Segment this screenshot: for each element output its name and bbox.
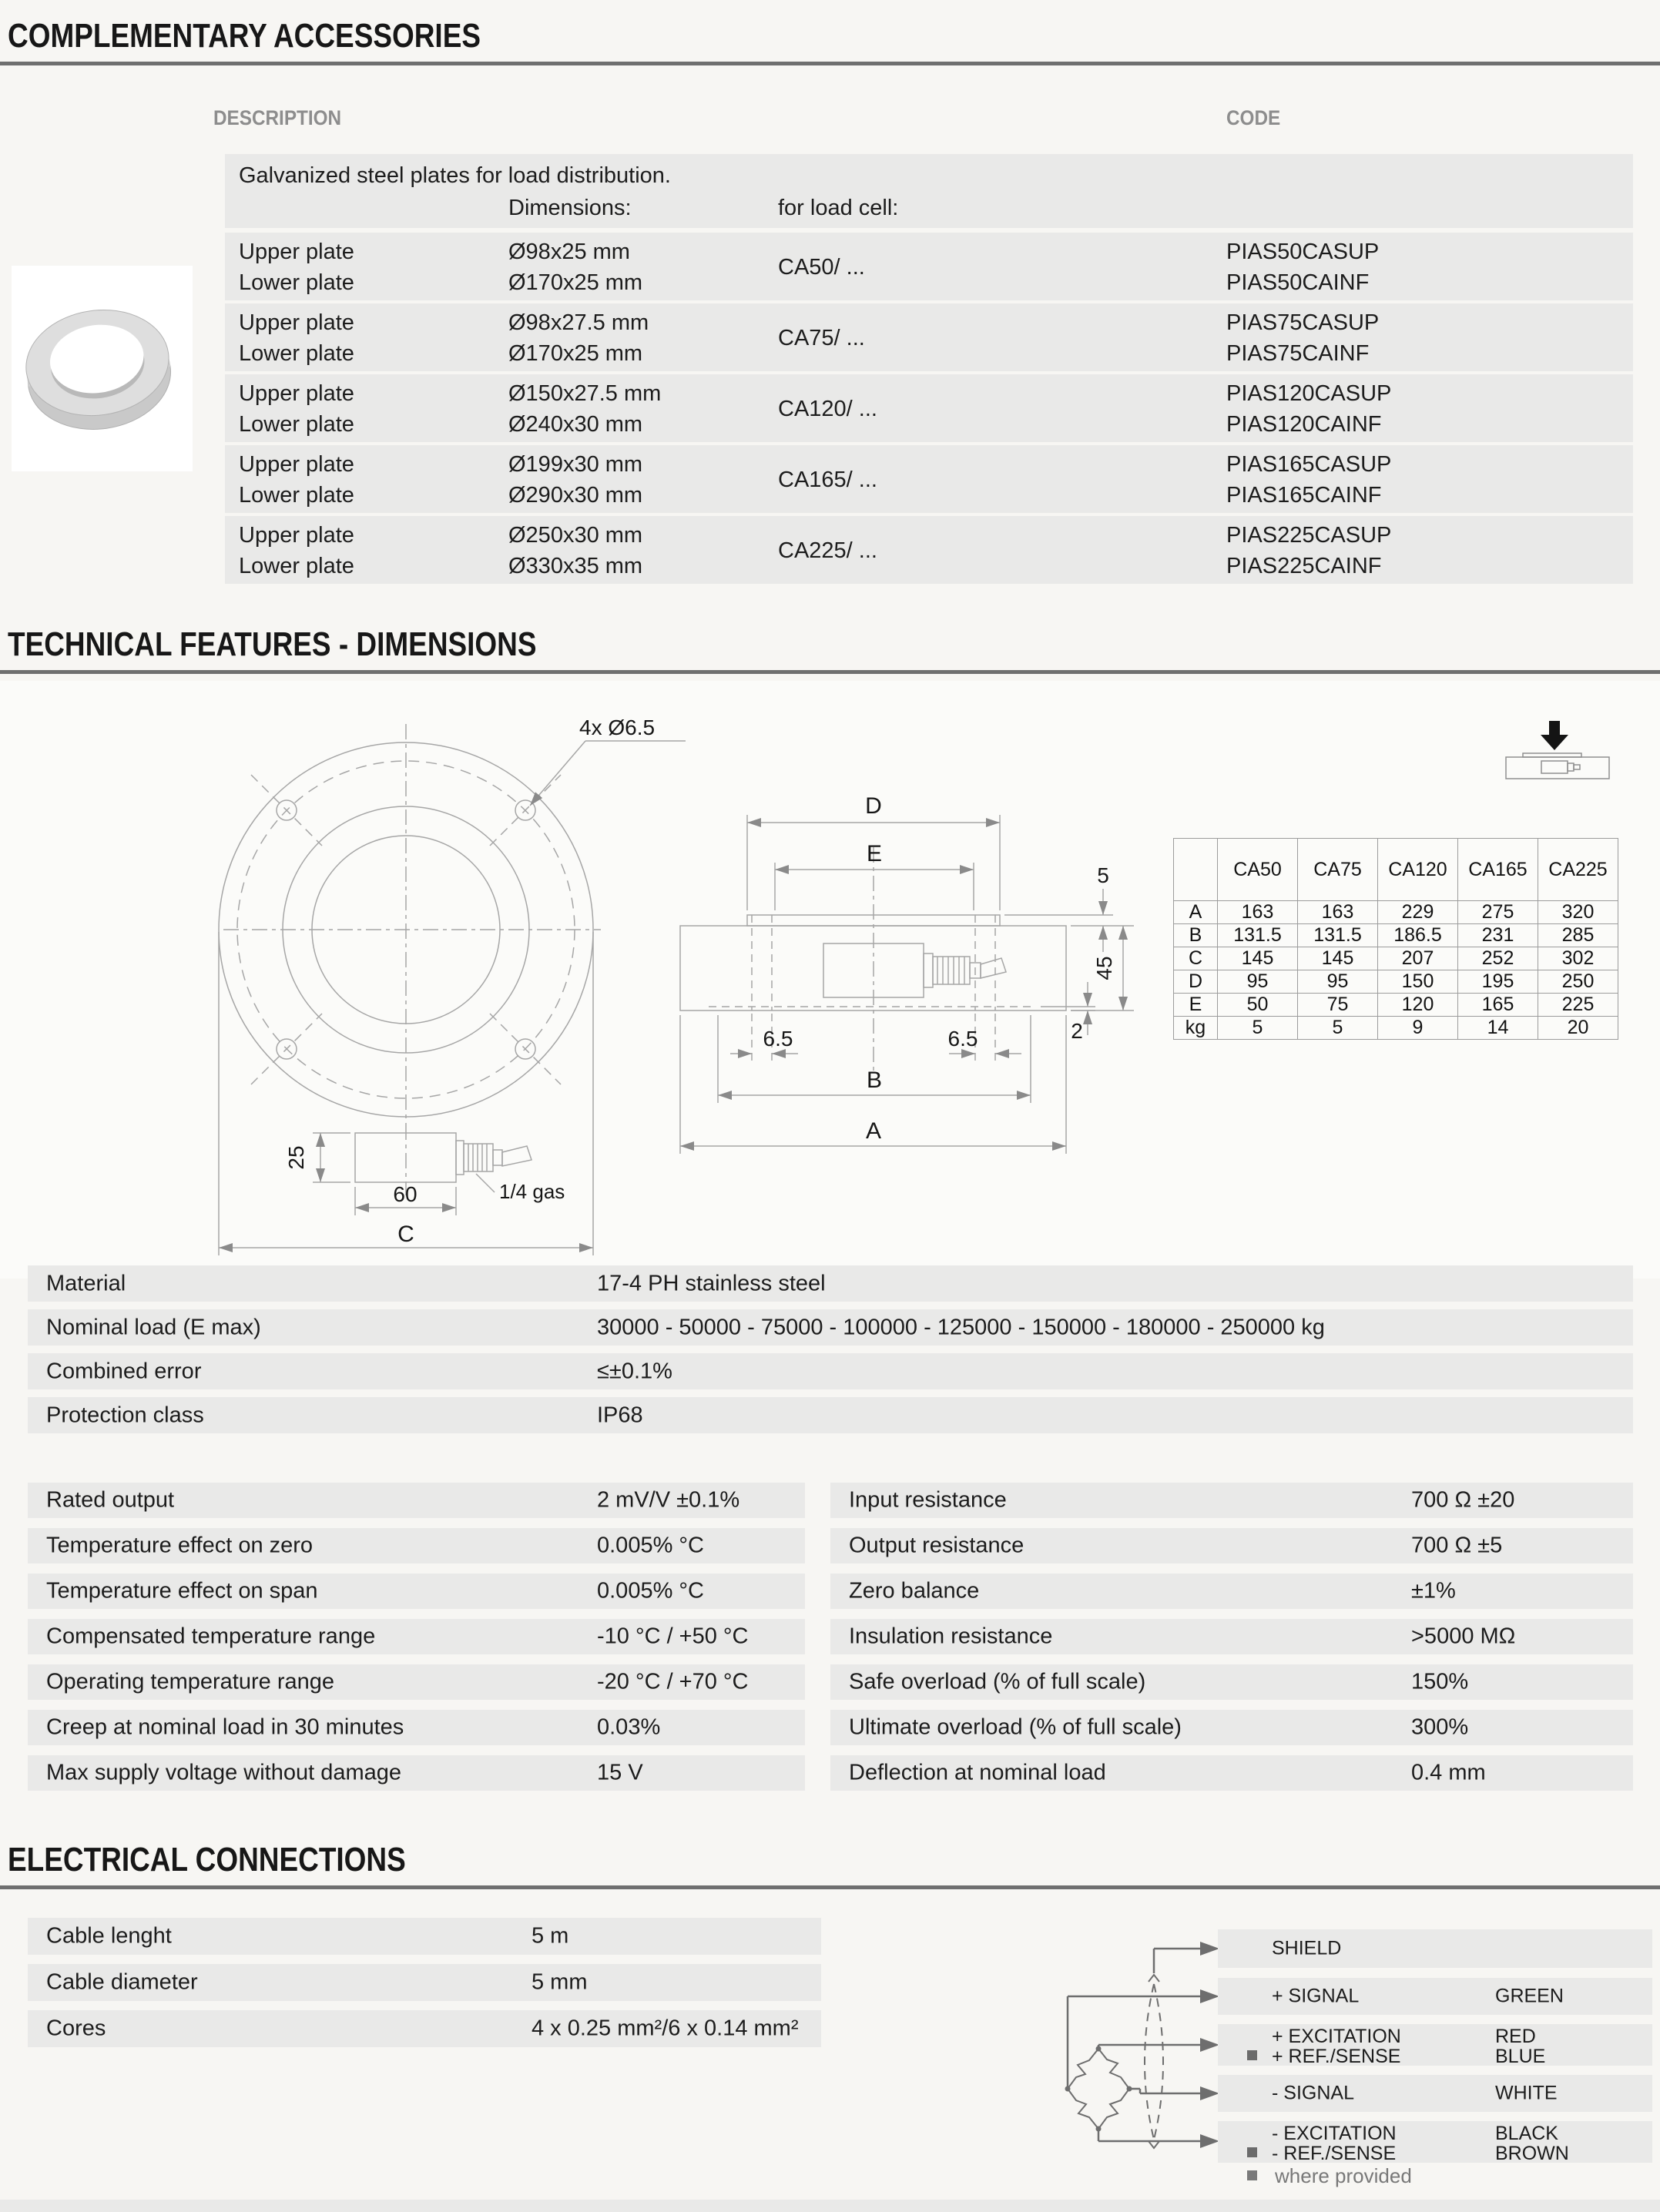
plate-upper-label: Upper plate [239,240,354,264]
spec-label: Insulation resistance [849,1624,1053,1649]
load-direction-icon [1498,716,1645,801]
spec-label: Output resistance [849,1533,1025,1558]
lower-plate-dimension: Ø170x25 mm [508,270,643,295]
spec-label: Cable lenght [46,1923,172,1949]
wire-label: - EXCITATION [1272,2123,1397,2144]
spec-label: Temperature effect on span [46,1578,318,1604]
spec-value: 15 V [597,1760,643,1785]
lower-plate-dimension: Ø170x25 mm [508,341,643,366]
dim-cell: 302 [1538,947,1618,970]
dim-b-label: B [866,1067,883,1093]
dim-cell: 163 [1298,901,1378,924]
dim-cell: 252 [1458,947,1538,970]
dim-table-col-header: CA50 [1218,839,1298,901]
dim-a-label: A [865,1118,882,1144]
upper-plate-dimension: Ø199x30 mm [508,452,643,477]
wire-color: BLACK [1495,2123,1558,2144]
dim-c-label: C [397,1222,414,1247]
spec-value: -20 °C / +70 °C [597,1669,749,1694]
arrow-icon [1200,1989,1219,2003]
spec-row-protection-class [28,1397,1633,1433]
dim-row-label: B [1174,924,1218,947]
dim-cell: 229 [1378,901,1458,924]
spec-value: 0.03% [597,1714,661,1740]
code-upper: PIAS50CASUP [1226,240,1380,264]
accessory-row-ca120 [225,374,1633,442]
bottom-band [0,2200,1660,2212]
dim-row-label: E [1174,994,1218,1017]
arrow-icon [1200,1942,1219,1956]
spec-value: 700 Ω ±5 [1411,1533,1503,1558]
spec-label: Zero balance [849,1578,980,1604]
where-provided-note: where provided [1275,2164,1412,2187]
lower-plate-dimension: Ø290x30 mm [508,483,643,508]
plate-upper-label: Upper plate [239,523,354,548]
accessories-intro: Galvanized steel plates for load distribution. [239,163,671,188]
dim-2-label: 2 [1071,1019,1083,1043]
wire-label: + REF./SENSE [1272,2046,1401,2067]
dim-cell: 5 [1218,1017,1298,1040]
dim-cell: 50 [1218,994,1298,1017]
code-lower: PIAS50CAINF [1226,270,1370,295]
spec-row-safe-overload [830,1664,1633,1700]
arrow-icon [1200,2038,1219,2052]
spec-value: ±1% [1411,1578,1456,1604]
accessory-row-ca165 [225,445,1633,513]
spec-row-rated-output [28,1483,805,1518]
spec-row-material [28,1265,1633,1302]
spec-label: Safe overload (% of full scale) [849,1669,1146,1694]
column-header-description: DESCRIPTION [213,106,342,129]
dim-cell: 95 [1218,970,1298,994]
table-row [1174,1017,1618,1040]
dimensions-label: Dimensions: [508,196,632,220]
dim-25-label: 25 [284,1145,308,1170]
dim-cell: 95 [1298,970,1378,994]
gas-thread-label: 1/4 gas [499,1180,565,1203]
spec-value: 0.4 mm [1411,1760,1486,1785]
dimension-table [1173,838,1618,1040]
wire-color: GREEN [1495,1985,1564,2007]
section-rule [0,62,1660,65]
dim-table-col-header: CA225 [1538,839,1618,901]
spec-value: 0.005% °C [597,1533,704,1558]
section-rule [0,670,1660,674]
dim-cell: 231 [1458,924,1538,947]
spec-label: Ultimate overload (% of full scale) [849,1714,1182,1740]
product-photo-ring [12,266,193,471]
load-cell-model: CA225/ ... [778,538,877,563]
arrow-icon [1200,2134,1219,2148]
wire-label: SHIELD [1272,1937,1342,1959]
dim-row-label: kg [1174,1017,1218,1040]
wire-color: BLUE [1495,2046,1546,2067]
spec-value: -10 °C / +50 °C [597,1624,749,1649]
spec-row-output-resistance [830,1528,1633,1563]
spec-value: 150% [1411,1669,1469,1694]
wire-label: - REF./SENSE [1272,2143,1397,2164]
table-row [1174,901,1618,924]
dim-cell: 285 [1538,924,1618,947]
code-lower: PIAS75CAINF [1226,341,1370,366]
dim-65-right-label: 6.5 [947,1027,978,1051]
upper-plate-dimension: Ø150x27.5 mm [508,381,662,406]
section-title-technical: TECHNICAL FEATURES - DIMENSIONS [8,625,537,663]
spec-label: Cable diameter [46,1969,198,1995]
wiring-row-signal-plus [1218,1978,1652,2015]
plate-lower-label: Lower plate [239,270,354,295]
dim-cell: 320 [1538,901,1618,924]
spec-row-deflection [830,1755,1633,1791]
dim-table-col-header: CA165 [1458,839,1538,901]
table-row [1174,947,1618,970]
dim-60-label: 60 [393,1182,418,1206]
spec-label: Combined error [46,1359,202,1383]
spec-label: Rated output [46,1487,175,1513]
code-upper: PIAS225CASUP [1226,523,1392,548]
spec-value: 2 mV/V ±0.1% [597,1487,740,1513]
dim-cell: 131.5 [1218,924,1298,947]
dim-cell: 207 [1378,947,1458,970]
dim-d-label: D [865,793,882,819]
dim-cell: 275 [1458,901,1538,924]
accessory-row-ca50 [225,233,1633,300]
dim-cell: 225 [1538,994,1618,1017]
upper-plate-dimension: Ø250x30 mm [508,523,643,548]
dim-table-corner [1174,839,1218,901]
section-rule [0,1885,1660,1889]
load-cell-model: CA50/ ... [778,255,865,280]
load-cell-model: CA75/ ... [778,326,865,350]
code-lower: PIAS120CAINF [1226,412,1382,437]
dim-cell: 5 [1298,1017,1378,1040]
spec-label: Temperature effect on zero [46,1533,314,1558]
accessory-row-ca75 [225,303,1633,371]
lower-plate-dimension: Ø330x35 mm [508,554,643,578]
arrow-icon [1200,2086,1219,2100]
section-title-accessories: COMPLEMENTARY ACCESSORIES [8,17,481,55]
code-lower: PIAS165CAINF [1226,483,1382,508]
spec-label: Max supply voltage without damage [46,1760,402,1785]
spec-row-zero-balance [830,1574,1633,1609]
wiring-row-shield [1218,1929,1652,1968]
dim-5-label: 5 [1097,863,1109,887]
dim-cell: 163 [1218,901,1298,924]
spec-value: 700 Ω ±20 [1411,1487,1515,1513]
code-lower: PIAS225CAINF [1226,554,1382,578]
spec-value: 30000 - 50000 - 75000 - 100000 - 125000 - 150000 - 180000 - 250000 kg [597,1315,1325,1339]
spec-label: Creep at nominal load in 30 minutes [46,1714,404,1740]
column-header-code: CODE [1226,106,1281,129]
code-upper: PIAS120CASUP [1226,381,1392,406]
dim-row-label: A [1174,901,1218,924]
spec-label: Compensated temperature range [46,1624,376,1649]
dim-cell: 165 [1458,994,1538,1017]
accessories-header-row [225,154,1633,228]
spec-value: 17-4 PH stainless steel [597,1271,826,1295]
code-upper: PIAS75CASUP [1226,310,1380,335]
dim-cell: 195 [1458,970,1538,994]
spec-label: Input resistance [849,1487,1007,1513]
dim-cell: 120 [1378,994,1458,1017]
load-cell-model: CA165/ ... [778,468,877,492]
dim-row-label: D [1174,970,1218,994]
plate-lower-label: Lower plate [239,554,354,578]
dim-cell: 150 [1378,970,1458,994]
spec-row-temp-zero [28,1528,805,1563]
dim-cell: 9 [1378,1017,1458,1040]
for-load-cell-label: for load cell: [778,196,899,220]
accessory-row-ca225 [225,516,1633,584]
section-title-electrical: ELECTRICAL CONNECTIONS [8,1841,406,1879]
dim-cell: 14 [1458,1017,1538,1040]
load-cell-model: CA120/ ... [778,397,877,421]
table-row [1174,924,1618,947]
spec-row-ultimate-overload [830,1710,1633,1745]
wire-label: - SIGNAL [1272,2082,1354,2104]
spec-label: Deflection at nominal load [849,1760,1106,1785]
wire-color: WHITE [1495,2082,1558,2104]
spec-row-cable-length [28,1918,821,1955]
spec-row-operating-range [28,1664,805,1700]
spec-row-nominal-load [28,1309,1633,1346]
spec-row-creep [28,1710,805,1745]
wiring-row-excitation-plus [1218,2024,1652,2066]
wire-color: RED [1495,2026,1536,2047]
provided-marker-icon [1247,2147,1257,2157]
wire-label: + SIGNAL [1272,1985,1360,2007]
spec-row-max-supply [28,1755,805,1791]
spec-value: >5000 MΩ [1411,1624,1516,1649]
side-view-drawing [662,732,1155,1171]
spec-label: Operating temperature range [46,1669,334,1694]
dim-65-left-label: 6.5 [763,1027,793,1051]
spec-label: Cores [46,2016,106,2041]
dim-cell: 20 [1538,1017,1618,1040]
dim-cell: 250 [1538,970,1618,994]
dim-table-col-header: CA75 [1298,839,1378,901]
plate-lower-label: Lower plate [239,412,354,437]
dim-cell: 131.5 [1298,924,1378,947]
spec-value: 4 x 0.25 mm²/6 x 0.14 mm² [532,2016,799,2041]
plate-upper-label: Upper plate [239,310,354,335]
spec-row-cable-diameter [28,1964,821,2001]
table-row [1174,994,1618,1017]
spec-value: 5 mm [532,1969,588,1995]
wiring-row-excitation-minus [1218,2121,1652,2163]
spec-value: 0.005% °C [597,1578,704,1604]
provided-marker-icon [1247,2170,1257,2180]
spec-row-temp-span [28,1574,805,1609]
spec-label: Protection class [46,1403,204,1427]
product-photo-box [12,266,193,471]
spec-label: Material [46,1271,126,1295]
spec-row-cores [28,2010,821,2047]
dim-row-label: C [1174,947,1218,970]
spec-label: Nominal load (E max) [46,1315,261,1339]
dim-e-label: E [866,841,883,866]
dim-45-label: 45 [1092,956,1116,980]
dim-cell: 186.5 [1378,924,1458,947]
code-upper: PIAS165CASUP [1226,452,1392,477]
table-row [1174,970,1618,994]
holes-note-label: 4x Ø6.5 [579,716,656,739]
spec-row-input-resistance [830,1483,1633,1518]
plate-upper-label: Upper plate [239,381,354,406]
spec-row-compensated-range [28,1619,805,1654]
top-view-drawing [208,693,701,1279]
dim-table-col-header: CA120 [1378,839,1458,901]
spec-value: ≤±0.1% [597,1359,672,1383]
spec-row-insulation-resistance [830,1619,1633,1654]
wiring-row-signal-minus [1218,2075,1652,2112]
wire-label: + EXCITATION [1272,2026,1401,2047]
wire-color: BROWN [1495,2143,1569,2164]
dim-cell: 145 [1298,947,1378,970]
dim-cell: 75 [1298,994,1378,1017]
plate-lower-label: Lower plate [239,341,354,366]
plate-lower-label: Lower plate [239,483,354,508]
upper-plate-dimension: Ø98x27.5 mm [508,310,649,335]
spec-value: IP68 [597,1403,643,1427]
plate-upper-label: Upper plate [239,452,354,477]
dim-cell: 145 [1218,947,1298,970]
upper-plate-dimension: Ø98x25 mm [508,240,630,264]
provided-marker-icon [1247,2050,1257,2060]
lower-plate-dimension: Ø240x30 mm [508,412,643,437]
dim-table-header-row [1174,839,1618,901]
spec-row-combined-error [28,1353,1633,1389]
spec-value: 300% [1411,1714,1469,1740]
spec-value: 5 m [532,1923,569,1949]
